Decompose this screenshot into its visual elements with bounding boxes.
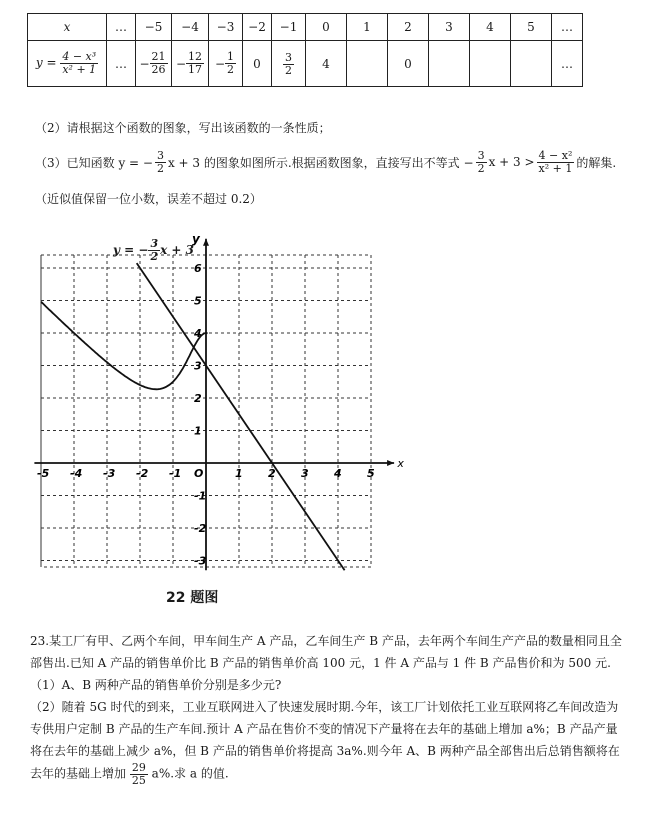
q3-part-d: 的解集.: [576, 155, 617, 170]
origin-label: O: [194, 467, 204, 480]
table-y-cell: …: [552, 41, 583, 87]
y-lhs: y =: [35, 56, 57, 70]
q3-f3-den: x² + 1: [538, 161, 573, 175]
question-23: [30, 630, 628, 786]
q23-part-2-end: a%.求 a 的值.: [151, 766, 229, 781]
y-tick-label: 2: [194, 392, 202, 405]
y-axis-label: y: [192, 231, 200, 246]
q23-intro: 23.某工厂有甲、乙两个车间，甲车间生产 A 产品，乙车间生产 B 产品，去年两个车间生产产品的数量相同且全部售出.已知 A 产品的销售单价比 B 产品的销售单价高 100 元，1 件 A 产品与 1 件 B 产品售价和为 500 元.: [30, 634, 622, 670]
graph-caption: 22 题图: [166, 590, 219, 606]
q3-f2-num: 3: [477, 149, 485, 162]
table-x-cell: 3: [429, 14, 470, 41]
q23-fraction: [130, 762, 148, 786]
table-x-cell: 4: [470, 14, 511, 41]
line-label-b: x + 3: [160, 243, 195, 258]
q23-part-1: （1）A、B 两种产品的销售单价分别是多少元?: [30, 678, 282, 692]
table-y-cell: 0: [243, 41, 272, 87]
q3-part-b: x + 3 的图象如图所示.根据函数图象，直接写出不等式 −: [167, 155, 474, 170]
q3-f1-num: 3: [156, 149, 164, 162]
q3-f2-den: 2: [477, 161, 485, 175]
y-axis-arrow: [203, 239, 209, 246]
table-x-cell: −1: [272, 14, 306, 41]
table-x-cell: …: [107, 14, 136, 41]
question-3-note: （近似值保留一位小数，误差不超过 0.2）: [35, 192, 262, 206]
x-tick-label: -4: [70, 467, 83, 480]
x-tick-label: 5: [367, 467, 375, 480]
y-tick-label: 5: [194, 294, 202, 308]
q3-part-c: x + 3 >: [488, 155, 535, 170]
table-y-cell: $\frac{3}{2}$: [272, 41, 306, 87]
table-x-cell: 0: [306, 14, 347, 41]
graph-labels: [37, 232, 404, 568]
y-tick-label: 3: [194, 359, 202, 373]
table-x-cell: …: [552, 14, 583, 41]
x-tick-label: -1: [169, 467, 182, 480]
x-axis-arrow: [387, 460, 394, 466]
y-tick-label: 6: [194, 262, 202, 275]
line-label-den: 2: [150, 249, 159, 263]
line-label-num: 3: [150, 237, 159, 250]
x-axis-label: x: [397, 457, 404, 470]
q23-part-2-text: （2）随着 5G 时代的到来，工业互联网进入了快速发展时期.今年，该工厂计划依托工业互联网将乙车间改造为专供用户定制 B 产品的生产车间.预计 A 产品在售价不变的情况下产量将在去年的基础上增加 a%；B 产品产量将在去年的基础上减少 a%，但 B 产品的销售单价将提高 3a%.则今年 A、B 两种产品全部售出后总销售额将在去年的基础上增加: [30, 700, 620, 781]
table-y-cell: − $\frac{12}{17}$: [172, 41, 209, 87]
x-tick-label: 4: [334, 467, 342, 480]
line-label-fraction: [148, 238, 160, 262]
table-y-cell: − $\frac{21}{26}$: [136, 41, 172, 87]
graph-axes: [34, 239, 394, 571]
table-x-cell: −2: [243, 14, 272, 41]
y-fraction-num: 4 − x³: [62, 50, 97, 64]
q23-frac-num: 29: [131, 761, 146, 774]
x-tick-label: 3: [301, 467, 309, 480]
table-y-cell: …: [107, 41, 136, 87]
table-x-cell: −3: [209, 14, 243, 41]
curve-rational: [41, 302, 208, 390]
line-label: [113, 238, 194, 262]
q3-f3-num: 4 − x²: [538, 149, 573, 162]
q23-part-2: [30, 696, 628, 786]
line-label-a: y = −: [113, 243, 149, 258]
table-x-cell: 5: [511, 14, 552, 41]
x-tick-label: -5: [37, 467, 50, 480]
table-header-x: x: [28, 14, 107, 41]
y-tick-label: -2: [194, 522, 207, 535]
table-x-cell: 1: [347, 14, 388, 41]
y-fraction-den: x² + 1: [62, 63, 97, 76]
question-2: （2）请根据这个函数的图象，写出该函数的一条性质；: [35, 121, 331, 135]
q23-frac-den: 25: [131, 773, 146, 787]
table-y-cell: 4: [306, 41, 347, 87]
table-x-cell: −5: [136, 14, 172, 41]
y-tick-label: -3: [194, 554, 207, 568]
q3-f1-den: 2: [156, 161, 164, 175]
y-tick-label: 4: [194, 327, 202, 340]
table-x-cell: −4: [172, 14, 209, 41]
y-tick-label: 1: [194, 424, 202, 438]
x-tick-label: -2: [136, 467, 149, 480]
graph-curves: [41, 263, 345, 570]
table-y-cell: 0: [388, 41, 429, 87]
x-tick-label: -3: [103, 467, 116, 480]
table-y-cell: − $\frac{1}{2}$: [209, 41, 243, 87]
x-tick-label: 1: [235, 467, 243, 480]
line-linear: [137, 263, 345, 570]
table-x-cell: 2: [388, 14, 429, 41]
x-tick-label: 2: [268, 467, 276, 480]
y-tick-label: -1: [194, 489, 207, 503]
q3-part-a: （3）已知函数 y = −: [35, 155, 153, 170]
